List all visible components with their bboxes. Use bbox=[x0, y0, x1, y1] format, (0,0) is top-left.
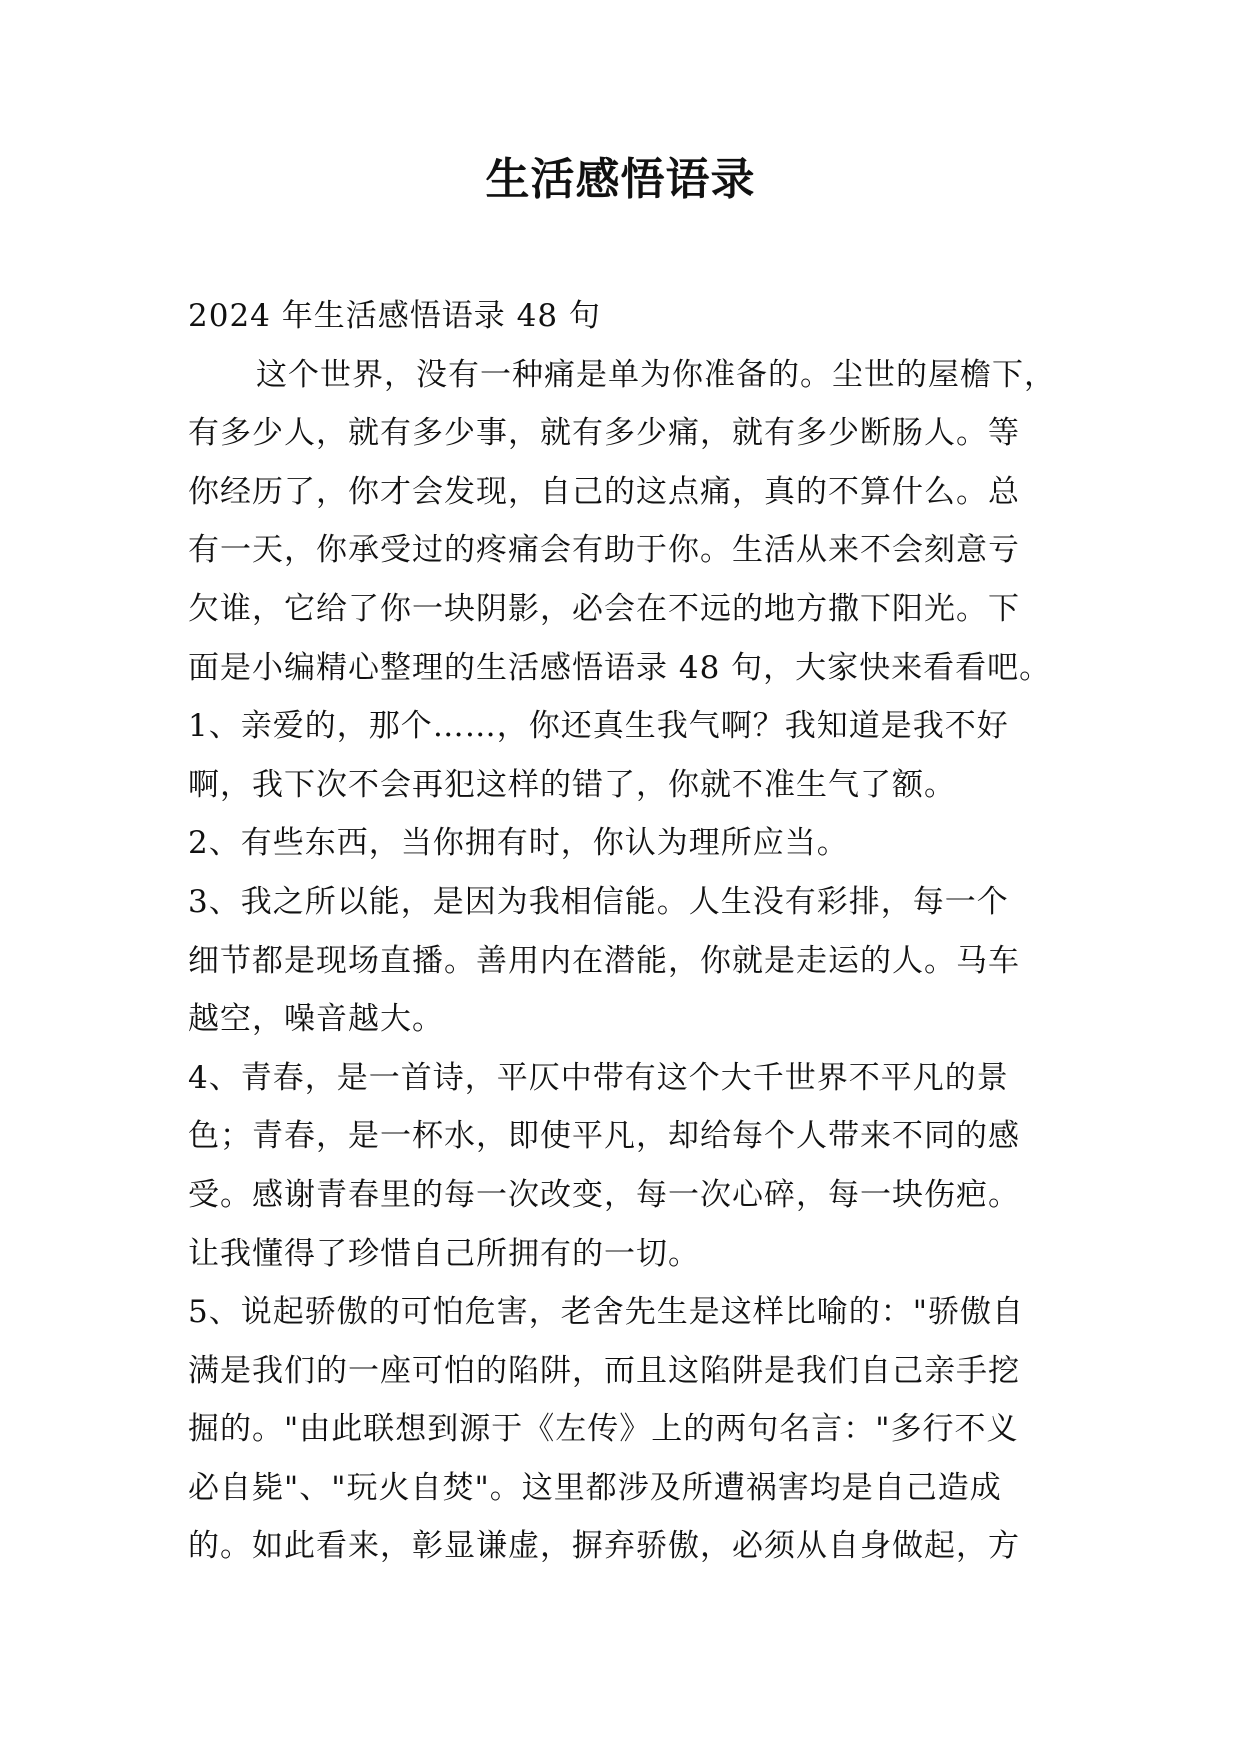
quote-5-line: 掘的。"由此联想到源于《左传》上的两句名言："多行不义 bbox=[188, 1411, 1019, 1448]
paragraph-line: 你经历了，你才会发现，自己的这点痛，真的不算什么。总 bbox=[188, 473, 1020, 510]
quote-5-line: 5、说起骄傲的可怕危害，老舍先生是这样比喻的："骄傲自 bbox=[188, 1294, 1024, 1331]
quote-3-line: 越空，噪音越大。 bbox=[188, 1001, 444, 1038]
paragraph-line: 面是小编精心整理的生活感悟语录 48 句，大家快来看看吧。 bbox=[188, 649, 1052, 686]
paragraph-line: 有多少人，就有多少事，就有多少痛，就有多少断肠人。等 bbox=[188, 415, 1020, 452]
document-title: 生活感悟语录 bbox=[485, 154, 756, 205]
quote-4-line: 色；青春，是一杯水，即使平凡，却给每个人带来不同的感 bbox=[188, 1118, 1020, 1155]
paragraph-line: 这个世界，没有一种痛是单为你准备的。尘世的屋檐下， bbox=[256, 356, 1056, 393]
quote-5-line: 的。如此看来，彰显谦虚，摒弃骄傲，必须从自身做起，方 bbox=[188, 1528, 1020, 1565]
quote-4-line: 受。感谢青春里的每一次改变，每一次心碎，每一块伤疤。 bbox=[188, 1176, 1020, 1213]
paragraph-line: 有一天，你承受过的疼痛会有助于你。生活从来不会刻意亏 bbox=[188, 532, 1020, 569]
quote-2-line: 2、有些东西，当你拥有时，你认为理所应当。 bbox=[188, 825, 849, 862]
quote-1-line: 啊，我下次不会再犯这样的错了，你就不准生气了额。 bbox=[188, 766, 956, 803]
quote-5-line: 必自毙"、"玩火自焚"。这里都涉及所遭祸害均是自己造成 bbox=[188, 1469, 1002, 1506]
document-body bbox=[188, 287, 1068, 1576]
quote-4-line: 让我懂得了珍惜自己所拥有的一切。 bbox=[188, 1235, 700, 1272]
subtitle-line: 2024 年生活感悟语录 48 句 bbox=[188, 298, 601, 334]
paragraph-line: 欠谁，它给了你一块阴影，必会在不远的地方撒下阳光。下 bbox=[188, 590, 1020, 627]
quote-5-line: 满是我们的一座可怕的陷阱，而且这陷阱是我们自己亲手挖 bbox=[188, 1352, 1020, 1389]
quote-3-line: 细节都是现场直播。善用内在潜能，你就是走运的人。马车 bbox=[188, 942, 1020, 979]
quote-1-line: 1、亲爱的，那个……，你还真生我气啊？我知道是我不好 bbox=[188, 708, 1009, 745]
quote-3-line: 3、我之所以能，是因为我相信能。人生没有彩排，每一个 bbox=[188, 883, 1009, 920]
quote-4-line: 4、青春，是一首诗，平仄中带有这个大千世界不平凡的景 bbox=[188, 1059, 1009, 1096]
